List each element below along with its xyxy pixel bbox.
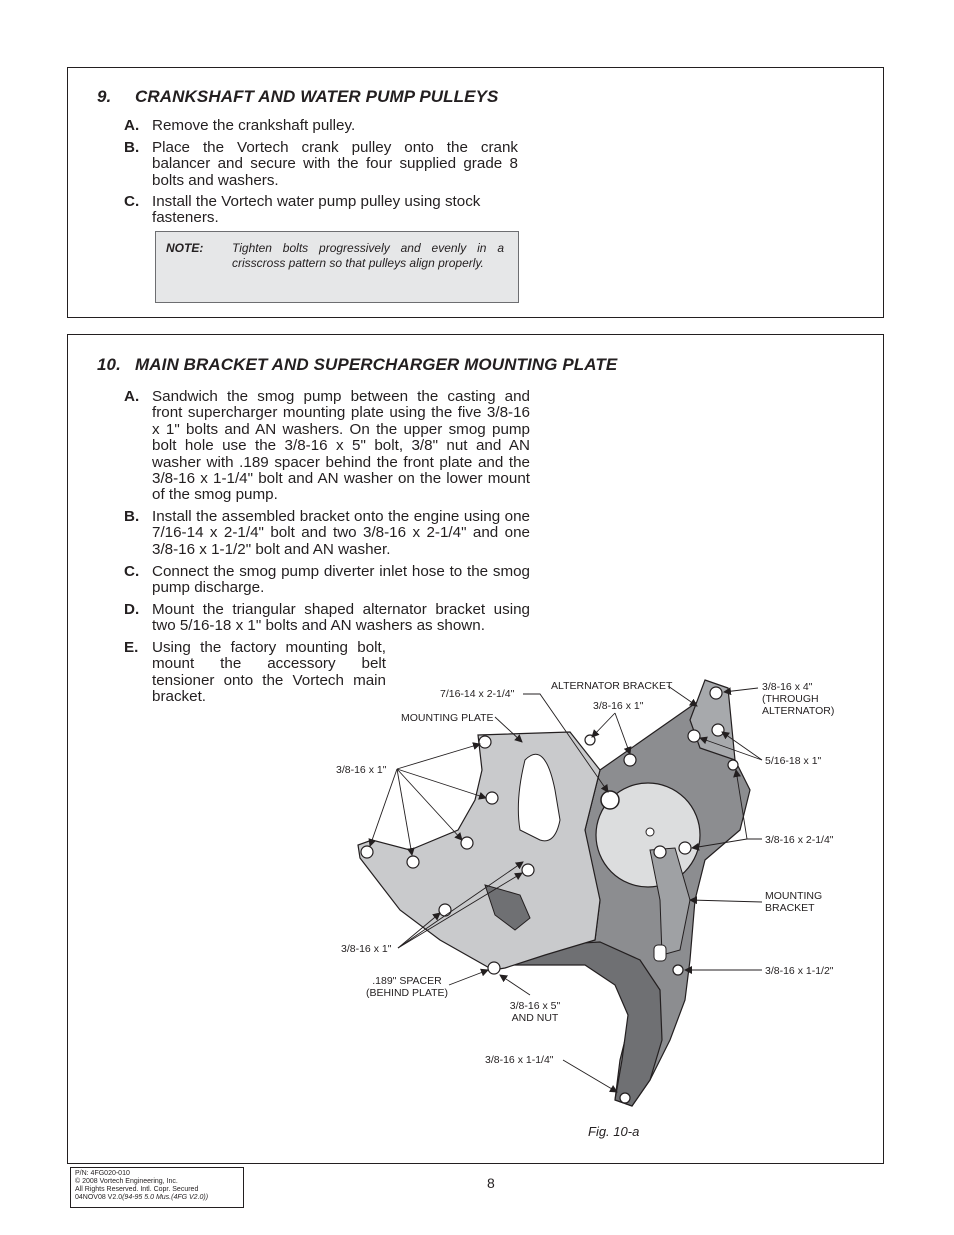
leader-3-8-1-left-a — [397, 744, 480, 769]
callout-bolt-5-16: 5/16-18 x 1" — [765, 755, 822, 767]
leader-3-8-4 — [724, 688, 758, 692]
bolt-plate-right — [486, 792, 498, 804]
bolt-lower-right — [673, 965, 683, 975]
callout-spacer: .189" SPACER (BEHIND PLATE) — [365, 975, 449, 999]
callout-bolt-3-8-2-1-4: 3/8-16 x 2-1/4" — [765, 834, 834, 846]
leader-mounting-bracket — [690, 900, 762, 902]
copyright: © 2008 Vortech Engineering, Inc. — [75, 1178, 178, 1185]
part-number-box — [70, 1167, 244, 1208]
callout-mounting-bracket: MOUNTING BRACKET — [765, 890, 823, 914]
leader-3-8-1-top-b — [615, 713, 630, 754]
section-9-title: CRANKSHAFT AND WATER PUMP PULLEYS — [135, 87, 499, 106]
leader-3-8-1-left-e — [370, 769, 397, 846]
bolt-bracket-right — [728, 760, 738, 770]
callout-bolt-3-8-1-1-2: 3/8-16 x 1-1/2" — [765, 965, 834, 977]
section-10-title: MAIN BRACKET AND SUPERCHARGER MOUNTING PLATE — [135, 355, 618, 374]
bolt-alt-left — [688, 730, 700, 742]
tensioner-pivot — [654, 846, 666, 858]
version: 04NOV08 V2.0(94-95 5.0 Mus.(4FG V2.0)) — [75, 1194, 209, 1201]
callout-bolt-3-8-1-1-4: 3/8-16 x 1-1/4" — [485, 1054, 554, 1066]
bolt-tensioner — [679, 842, 691, 854]
mounting-plate-shape — [358, 732, 600, 970]
note-label: NOTE: — [166, 241, 204, 255]
bolt-alt-right — [712, 724, 724, 736]
note-text: Tighten bolts progressively and evenly in a crisscross pattern so that pulleys align properly. — [232, 241, 504, 270]
lower-arm-slot — [654, 945, 666, 961]
leader-3-8-1-left-d — [397, 769, 412, 855]
callout-bolt-3-8-5: 3/8-16 x 5" AND NUT — [509, 1000, 561, 1024]
bolt-plate-mid — [461, 837, 473, 849]
callout-bolt-7-16: 7/16-14 x 2-1/4" — [440, 688, 515, 700]
bolt-bracket-upper — [585, 735, 595, 745]
section-10-heading: 10. MAIN BRACKET AND SUPERCHARGER MOUNTING PLATE — [97, 355, 618, 374]
bolt-plate-top — [479, 736, 491, 748]
leader-3-8-1-1-4 — [563, 1060, 617, 1092]
bolt-plate-bottom — [488, 962, 500, 974]
bolt-plate-left — [361, 846, 373, 858]
bolt-alt-top — [710, 687, 722, 699]
bracket-lower-arm — [505, 942, 662, 1106]
leader-3-8-1-top-a — [592, 713, 615, 737]
leader-3-8-5 — [500, 975, 530, 995]
section-9-heading: 9. CRANKSHAFT AND WATER PUMP PULLEYS — [97, 87, 499, 106]
bolt-plate-lower1 — [439, 904, 451, 916]
large-bolt-hole — [601, 791, 619, 809]
callout-alternator-bracket: ALTERNATOR BRACKET — [551, 680, 673, 692]
rights: All Rights Reserved. Intl. Copr. Secured — [75, 1186, 199, 1193]
leader-spacer — [449, 970, 488, 985]
page-number: 8 — [487, 1175, 495, 1191]
callout-mounting-plate: MOUNTING PLATE — [401, 712, 494, 724]
bolt-plate-lower-left — [407, 856, 419, 868]
callout-bolt-3-8-1-lower: 3/8-16 x 1" — [341, 943, 392, 955]
callout-bolt-3-8-1-left: 3/8-16 x 1" — [336, 764, 387, 776]
bolt-plate-lower2 — [522, 864, 534, 876]
bolt-lower-arm — [620, 1093, 630, 1103]
pulley-hub — [646, 828, 654, 836]
bolt-bracket-top — [624, 754, 636, 766]
figure-caption: Fig. 10-a — [588, 1124, 640, 1139]
part-number: P/N: 4FG020-010 — [75, 1170, 130, 1177]
callout-bolt-3-8-1-top: 3/8-16 x 1" — [593, 700, 644, 712]
callout-bolt-3-8-4: 3/8-16 x 4" (THROUGH ALTERNATOR) — [762, 681, 835, 717]
